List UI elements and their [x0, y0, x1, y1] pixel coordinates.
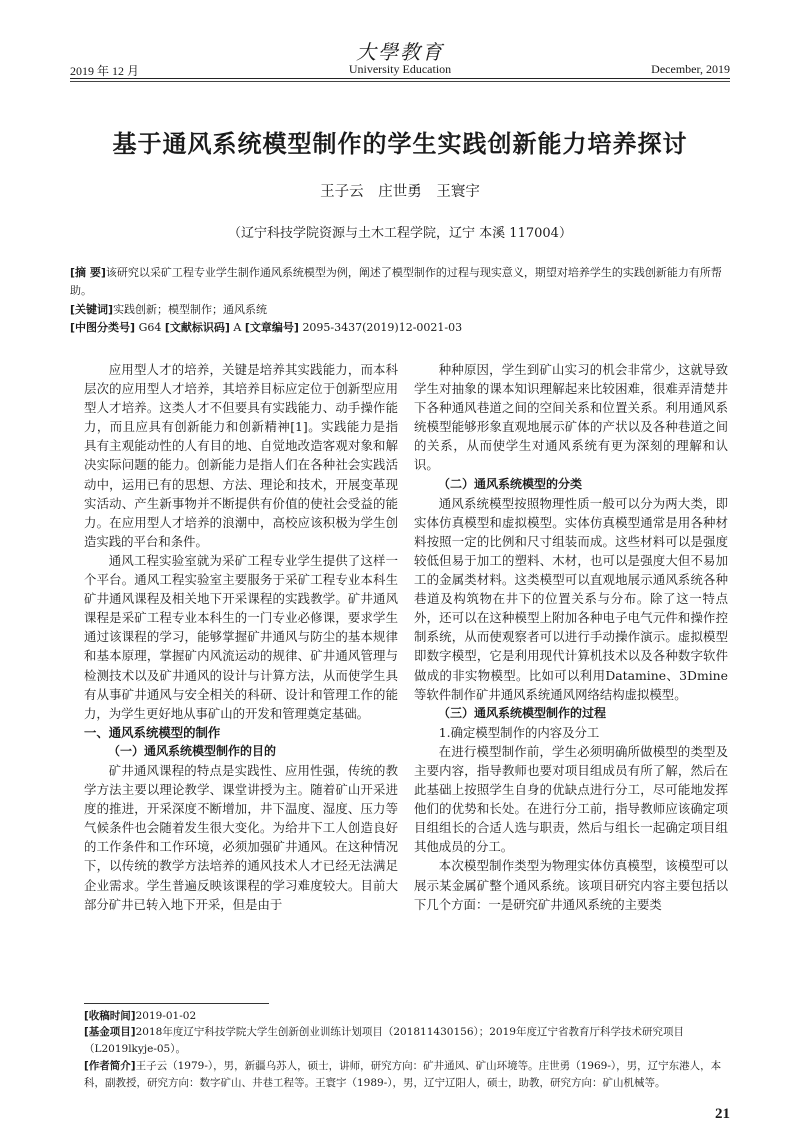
class-value: G64 — [138, 321, 162, 334]
author-bio-value: 王子云（1979-），男，新疆乌苏人，硕士，讲师，研究方向：矿井通风、矿山环境等。庄世勇（1969-），男，辽宁东港人，本科，副教授，研究方向：数字矿山、井巷工程等。王寰宇（1989-），男，辽宁辽阳人，硕士，助教，研究方向：矿山机械等。 — [84, 1060, 722, 1089]
journal-logo: 大學教育 — [356, 40, 444, 64]
paragraph: 矿井通风课程的特点是实践性、应用性强，传统的教学方法主要以理论教学、课堂讲授为主。随着矿山开采进度的推进，开采深度不断增加，井下温度、湿度、压力等气候条件也会随着发生很大变化。为给井下工人创造良好的工作条件和工作环境，必须加强矿井通风。在这种情况下，以传统的教学方法培养的通风技术人才已经无法满足企业需求。学生普遍反映该课程的学习难度较大。目前大部分矿井已转入地下开采，但是由于 — [84, 762, 398, 912]
classification-line — [70, 319, 730, 337]
received-label: [收稿时间] — [84, 1010, 136, 1022]
keywords-text: 实践创新；模型制作；通风系统 — [113, 303, 268, 316]
paragraph: 应用型人才的培养，关键是培养其实践能力，而本科层次的应用型人才培养，其培养目标应定位于创新型应用型人才培养。这类人才不但要具有实践能力、动手操作能力，而且应具有创新能力和创新精神[1]。实践能力是指具有主观能动性的人有目的地、自觉地改造客观对象和解决实际问题的能力。创新能力是指人们在各种社会实践活动中，运用已有的思想、方法、理论和技术，开展变革现实活动、产生新事物并不断提供有价值的使社会受益的能力。在应用型人才培养的浪潮中，高校应该积极为学生创造实践的平台和条件。 — [84, 362, 398, 549]
doc-code-label: [文献标识码] — [164, 321, 230, 334]
received-value: 2019-01-02 — [135, 1010, 197, 1022]
paragraph: 通风系统模型按照物理性质一般可以分为两大类，即实体仿真模型和虚拟模型。实体仿真模型通常是用各种材料按照一定的比例和尺寸组装而成。这些材料可以是强度较低但易于加工的塑料、木材，也可以是强度大但不易加工的金属类材料。这类模型可以直观地展示通风系统各种巷道及构筑物在井下的位置关系与分布。除了这一特点外，还可以在这种模型上附加各种电子电气元件和操作控制系统，从而使观察者可以进行手动操作演示。虚拟模型即数字模型，它是利用现代计算机技术以及各种数字软件做成的非实物模型。比如可以利用Datamine、3Dmine等软件制作矿井通风系统通风网络结构虚拟模型。 — [414, 495, 728, 702]
paragraph: 种种原因，学生到矿山实习的机会非常少，这就导致学生对抽象的课本知识理解起来比较困难，很难弄清楚井下各种通风巷道之间的空间关系和位置关系。利用通风系统模型能够形象直观地展示矿体的产状以及各种巷道之间的关系，从而使学生对通风系统有更为深刻的理解和认识。 — [414, 362, 728, 473]
page-number: 21 — [715, 1106, 730, 1122]
article-authors: 王子云 庄世勇 王寰宇 — [320, 184, 480, 200]
article-id-value: 2095-3437(2019)12-0021-03 — [302, 321, 463, 334]
footnote-received — [84, 1008, 730, 1025]
article-affiliation: （辽宁科技学院资源与土木工程学院，辽宁 本溪 117004） — [228, 226, 572, 241]
header-rule-thin — [70, 81, 730, 82]
abstract — [70, 264, 730, 300]
fund-value: 2018年度辽宁科技学院大学生创新创业训练计划项目（201811430156）；2019年度辽宁省教育厅科学技术研究项目（L2019lkyje-05）。 — [84, 1026, 684, 1055]
footnote-fund — [84, 1024, 730, 1057]
author-bio-label: [作者简介] — [84, 1060, 136, 1072]
header-journal-en: University Education — [348, 62, 452, 76]
body-column-left — [84, 360, 398, 914]
article-title: 基于通风系统模型制作的学生实践创新能力培养探讨 — [112, 130, 688, 158]
abstract-text: 该研究以采矿工程专业学生制作通风系统模型为例，阐述了模型制作的过程与现实意义，期望对培养学生的实践创新能力有所帮助。 — [70, 266, 722, 297]
sub-subsection-heading: 1.确定模型制作的内容及分工 — [438, 724, 600, 740]
keywords — [70, 301, 730, 319]
article-id-label: [文章编号] — [244, 321, 299, 334]
paragraph: 本次模型制作类型为物理实体仿真模型，该模型可以展示某金属矿整个通风系统。该项目研究内容主要包括以下几个方面：一是研究矿井通风系统的主要类 — [414, 858, 728, 912]
subsection-heading: （三）通风系统模型制作的过程 — [438, 705, 607, 720]
footnote-authors — [84, 1058, 730, 1091]
fund-label: [基金项目] — [84, 1026, 136, 1038]
paragraph: 在进行模型制作前，学生必须明确所做模型的类型及主要内容，指导教师也要对项目组成员有所了解，然后在此基础上按照学生自身的优缺点进行分工，尽可能地发挥他们的优势和长处。在进行分工前，指导教师应该确定项目组组长的合适人选与职责，然后与组长一起确定项目组其他成员的分工。 — [414, 743, 728, 855]
section-heading: 一、通风系统模型的制作 — [84, 724, 221, 740]
doc-code-value: A — [233, 321, 242, 334]
subsection-heading: （一）通风系统模型制作的目的 — [108, 743, 277, 758]
abstract-label: [摘 要] — [70, 266, 106, 279]
footnote-rule — [84, 1003, 269, 1004]
paragraph: 通风工程实验室就为采矿工程专业学生提供了这样一个平台。通风工程实验室主要服务于采矿工程专业本科生矿井通风课程及相关地下开采课程的实践教学。矿井通风课程是采矿工程专业本科生的一门专业必修课，要求学生通过该课程的学习，能够掌握矿井通风与防尘的基本规律和基本原理，掌握矿内风流运动的规律、矿井通风管理与检测技术以及矿井通风的设计与计算方法，从而使学生具有从事矿井通风与安全相关的科研、设计和管理工作的能力，为学生更好地从事矿山的开发和管理奠定基础。 — [84, 552, 398, 721]
header-date-cn: 2019 年 12 月 — [70, 64, 140, 78]
body-column-right — [414, 360, 728, 914]
class-label: [中图分类号] — [70, 321, 136, 334]
subsection-heading: （二）通风系统模型的分类 — [438, 476, 583, 491]
header-date-en: December, 2019 — [651, 62, 730, 76]
keywords-label: [关键词] — [70, 303, 114, 316]
header-rule — [70, 78, 730, 79]
